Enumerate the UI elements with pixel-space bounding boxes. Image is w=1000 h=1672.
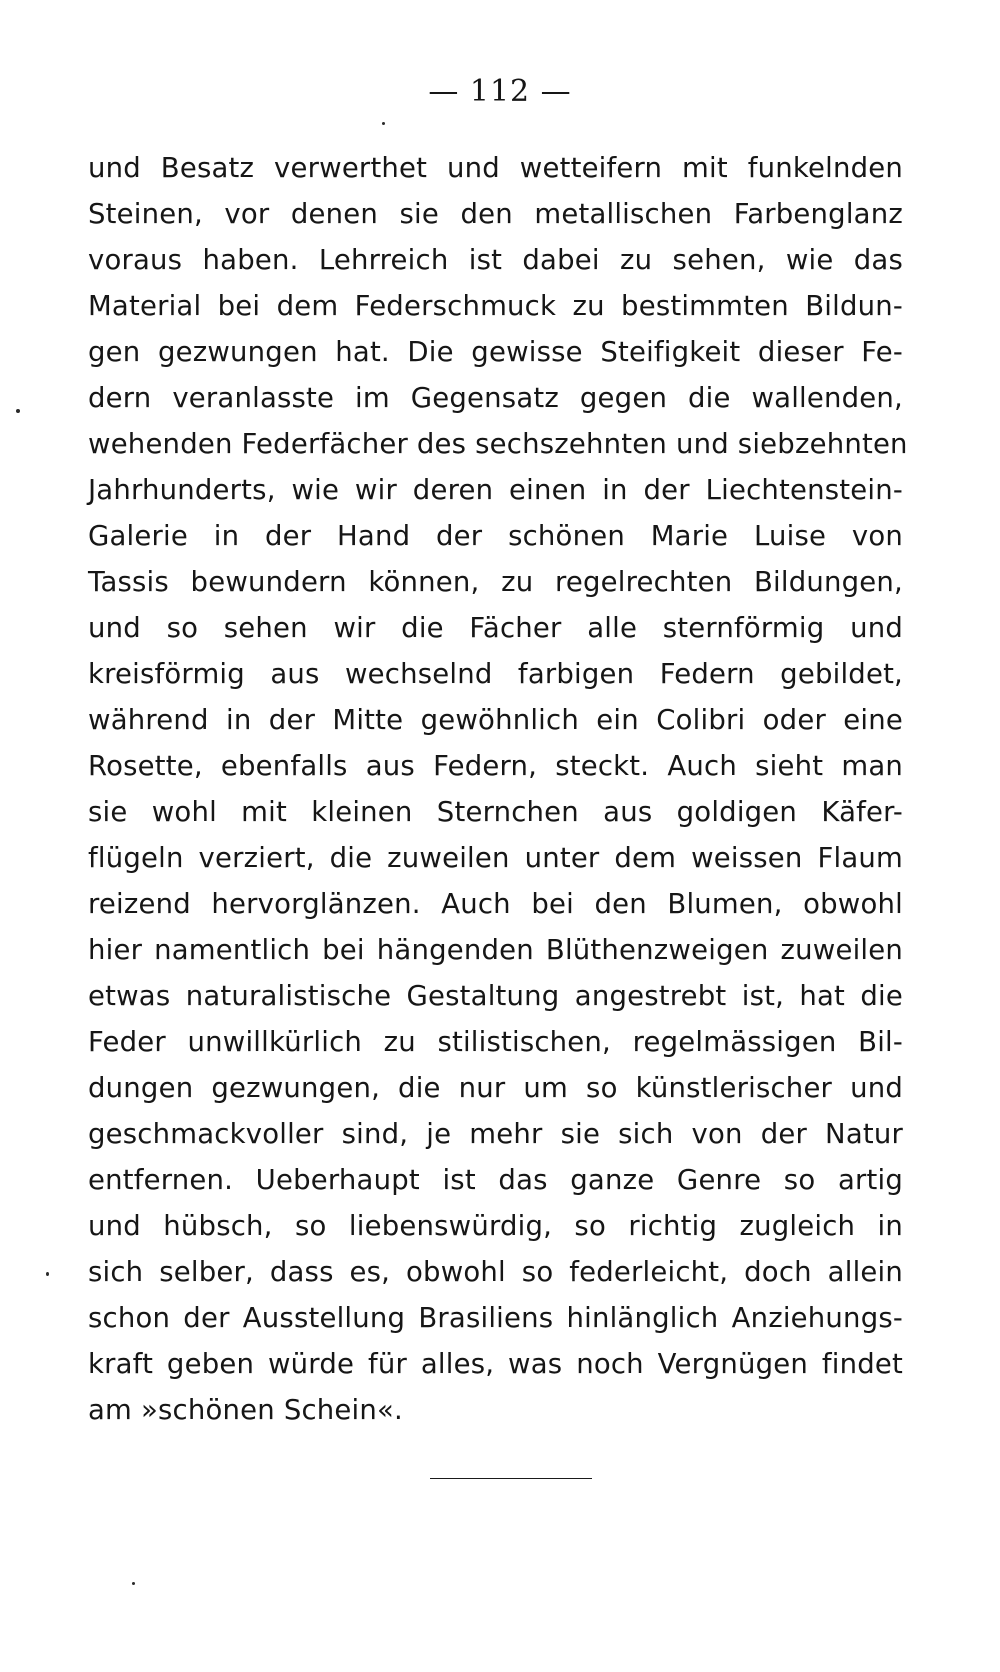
scan-speck <box>46 1272 49 1276</box>
text-line: Jahrhunderts, wie wir deren einen in der Liechtenstein- <box>88 474 903 506</box>
text-line: und Besatz verwerthet und wetteifern mit funkelnden <box>88 152 903 184</box>
text-line: entfernen. Ueberhaupt ist das ganze Genre so artig <box>88 1164 903 1196</box>
text-line: und hübsch, so liebenswürdig, so richtig zugleich in <box>88 1210 903 1242</box>
end-rule <box>430 1478 592 1479</box>
scan-speck <box>382 122 385 125</box>
text-line-last: am »schönen Schein«. <box>88 1394 403 1426</box>
text-line: schon der Ausstellung Brasiliens hinlänglich Anziehungs- <box>88 1302 903 1334</box>
text-line: während in der Mitte gewöhnlich ein Colibri oder eine <box>88 704 903 736</box>
scan-speck <box>16 409 20 413</box>
text-line: flügeln verziert, die zuweilen unter dem weissen Flaum <box>88 842 903 874</box>
text-line: sie wohl mit kleinen Sternchen aus goldigen Käfer- <box>88 796 903 828</box>
text-line: reizend hervorglänzen. Auch bei den Blumen, obwohl <box>88 888 903 920</box>
body-text <box>88 145 908 1433</box>
text-line: Feder unwillkürlich zu stilistischen, regelmässigen Bil- <box>88 1026 903 1058</box>
text-line: geschmackvoller sind, je mehr sie sich von der Natur <box>88 1118 903 1150</box>
text-line: Tassis bewundern können, zu regelrechten Bildungen, <box>88 566 903 598</box>
text-line: dungen gezwungen, die nur um so künstlerischer und <box>88 1072 903 1104</box>
text-line: Material bei dem Federschmuck zu bestimmten Bildun- <box>88 290 903 322</box>
text-line: wehenden Federfächer des sechszehnten und siebzehnten <box>88 428 908 460</box>
text-line: Galerie in der Hand der schönen Marie Luise von <box>88 520 903 552</box>
text-line: hier namentlich bei hängenden Blüthenzweigen zuweilen <box>88 934 903 966</box>
text-line: etwas naturalistische Gestaltung angestrebt ist, hat die <box>88 980 903 1012</box>
text-line: und so sehen wir die Fächer alle sternförmig und <box>88 612 903 644</box>
text-line: Rosette, ebenfalls aus Federn, steckt. Auch sieht man <box>88 750 903 782</box>
text-line: dern veranlasste im Gegensatz gegen die wallenden, <box>88 382 903 414</box>
text-line: kreisförmig aus wechselnd farbigen Federn gebildet, <box>88 658 903 690</box>
text-line: gen gezwungen hat. Die gewisse Steifigkeit dieser Fe- <box>88 336 903 368</box>
text-line: Steinen, vor denen sie den metallischen Farbenglanz <box>88 198 903 230</box>
scan-speck <box>132 1582 135 1585</box>
page-number: — 112 — <box>428 74 572 109</box>
text-line: voraus haben. Lehrreich ist dabei zu sehen, wie das <box>88 244 903 276</box>
text-line: sich selber, dass es, obwohl so federleicht, doch allein <box>88 1256 903 1288</box>
text-line: kraft geben würde für alles, was noch Vergnügen findet <box>88 1348 903 1380</box>
